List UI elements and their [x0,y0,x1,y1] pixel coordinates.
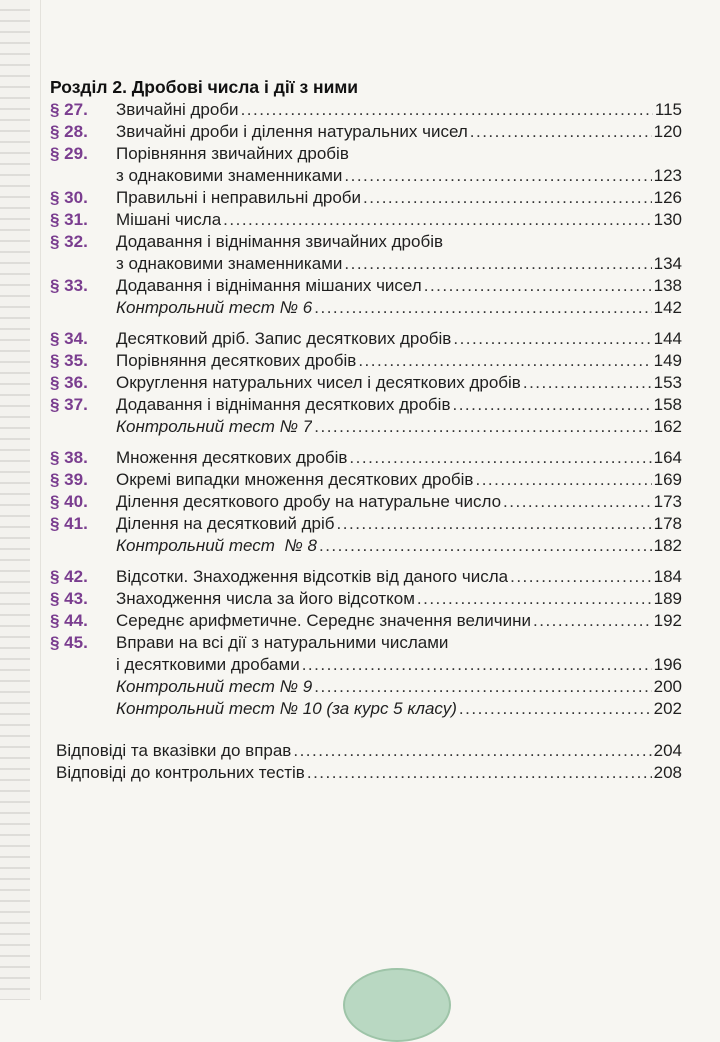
page-number: 182 [653,536,682,555]
dot-leader [293,740,651,762]
entry-title: Правильні і неправильні дроби [116,188,362,207]
page-corner-emblem [343,968,451,1042]
dot-leader [314,416,651,438]
entry-title-wrap [116,698,457,720]
entry-title-continued: з однаковими знаменниками [116,254,343,273]
section-number: § 44. [50,611,88,630]
page-number: 115 [654,100,682,119]
page-number: 192 [653,611,682,630]
entry-title: Ділення на десятковий дріб [116,514,335,533]
dot-leader [241,99,653,121]
toc-appendix-entry[interactable] [56,740,682,762]
entry-title: Контрольний тест № 10 [116,699,322,718]
section-number: § 32. [50,232,88,251]
page-number: 208 [653,763,682,782]
page-number: 173 [653,492,682,511]
section-number: § 27. [50,100,88,119]
section-number: § 43. [50,589,88,608]
entry-title: Контрольний тест № 6 [116,298,313,317]
dot-leader [424,275,652,297]
toc-entry[interactable] [50,632,682,676]
dot-leader [533,610,652,632]
page-number: 138 [653,276,682,295]
page-number: 162 [653,417,682,436]
page-number: 134 [653,254,682,273]
page-number: 169 [653,470,682,489]
dot-leader [302,654,652,676]
entry-title: Додавання і віднімання мішаних чисел [116,276,422,295]
dot-leader [358,350,651,372]
dot-leader [453,328,651,350]
toc-appendix-entry[interactable] [56,762,682,784]
toc-entry[interactable] [50,610,682,632]
entry-title: Окремі випадки множення десяткових дробів [116,470,474,489]
toc-entry-test[interactable] [50,416,682,438]
section-number: § 37. [50,395,88,414]
section-number: § 28. [50,122,88,141]
section-heading: Розділ 2. Дробові числа і дії з ними [50,77,359,97]
table-of-contents [50,76,682,784]
toc-entry[interactable] [50,394,682,416]
spiral-binding [0,0,30,1000]
entry-title-continued: з однаковими знаменниками [116,166,343,185]
page-number: 144 [653,329,682,348]
dot-leader [314,297,651,319]
page-number: 123 [653,166,682,185]
entry-title: Відсотки. Знаходження відсотків від даного числа [116,567,509,586]
section-number: § 35. [50,351,88,370]
section-number: § 36. [50,373,88,392]
page-number: 164 [653,448,682,467]
dot-leader [344,165,651,187]
page-number: 126 [653,188,682,207]
entry-title: Знаходження числа за його відсотком [116,589,415,608]
dot-leader [344,253,651,275]
dot-leader [307,762,652,784]
entry-title: Контрольний тест № 7 [116,417,313,436]
entry-title: Множення десяткових дробів [116,448,348,467]
toc-entry[interactable] [50,121,682,143]
toc-entry[interactable] [50,491,682,513]
dot-leader [417,588,652,610]
entry-title-suffix: (за курс 5 класу) [321,699,457,718]
dot-leader [470,121,652,143]
toc-entry[interactable] [50,209,682,231]
entry-title: Звичайні дроби [116,100,239,119]
section-number: § 34. [50,329,88,348]
dot-leader [319,535,652,557]
section-number: § 30. [50,188,88,207]
page-number: 120 [653,122,682,141]
toc-entry[interactable] [50,372,682,394]
dot-leader [223,209,651,231]
toc-entry[interactable] [50,99,682,121]
toc-entry[interactable] [50,566,682,588]
toc-entry[interactable] [50,588,682,610]
toc-entry-test[interactable] [50,535,682,557]
page-number: 153 [653,373,682,392]
entry-title: Звичайні дроби і ділення натуральних чисел [116,122,468,141]
section-number: § 31. [50,210,88,229]
page-number: 200 [653,677,682,696]
page-number: 178 [653,514,682,533]
entry-title: Додавання і віднімання звичайних дробів [116,232,444,251]
section-number: § 39. [50,470,88,489]
toc-entry[interactable] [50,350,682,372]
dot-leader [503,491,652,513]
toc-entry[interactable] [50,469,682,491]
entry-title: Десятковий дріб. Запис десяткових дробів [116,329,452,348]
dot-leader [475,469,651,491]
toc-entry[interactable] [50,328,682,350]
entry-title: Відповіді до контрольних тестів [56,763,305,782]
dot-leader [363,187,652,209]
section-number: § 45. [50,633,88,652]
page-number: 184 [653,567,682,586]
entry-title: Вправи на всі дії з натуральними числами [116,633,449,652]
section-number: § 38. [50,448,88,467]
dot-leader [337,513,652,535]
section-number: § 29. [50,144,88,163]
entry-title: Округлення натуральних чисел і десяткових дробів [116,373,521,392]
page-margin-line [40,0,41,1000]
page-number: 202 [653,699,682,718]
entry-title: Порівняння звичайних дробів [116,144,349,163]
toc-entry[interactable] [50,275,682,297]
toc-entry[interactable] [50,143,682,187]
page-number: 204 [653,741,682,760]
dot-leader [510,566,652,588]
entry-title: Контрольний тест № 9 [116,677,313,696]
entry-title: Контрольний тест № 8 [116,536,317,555]
entry-title: Додавання і віднімання десяткових дробів [116,395,451,414]
toc-entry[interactable] [50,513,682,535]
section-number: § 42. [50,567,88,586]
dot-leader [349,447,651,469]
page-number: 130 [653,210,682,229]
section-number: § 41. [50,514,88,533]
page-number: 158 [653,395,682,414]
page-number: 196 [653,655,682,674]
entry-title: Середнє арифметичне. Середнє значення величини [116,611,532,630]
entry-title: Ділення десяткового дробу на натуральне число [116,492,502,511]
section-number: § 40. [50,492,88,511]
toc-entry-test[interactable] [50,676,682,698]
dot-leader [523,372,652,394]
page-number: 189 [653,589,682,608]
entry-title-continued: і десятковими дробами [116,655,300,674]
section-number: § 33. [50,276,88,295]
entry-title: Відповіді та вказівки до вправ [56,741,292,760]
dot-leader [459,698,652,720]
page-number: 149 [653,351,682,370]
toc-entry-test[interactable] [50,297,682,319]
toc-entry[interactable] [50,447,682,469]
toc-entry[interactable] [50,187,682,209]
dot-leader [452,394,651,416]
page-number: 142 [653,298,682,317]
entry-title: Порівняння десяткових дробів [116,351,357,370]
toc-entry[interactable] [50,231,682,275]
entry-title: Мішані числа [116,210,222,229]
toc-entry-test[interactable] [50,698,682,720]
dot-leader [314,676,651,698]
